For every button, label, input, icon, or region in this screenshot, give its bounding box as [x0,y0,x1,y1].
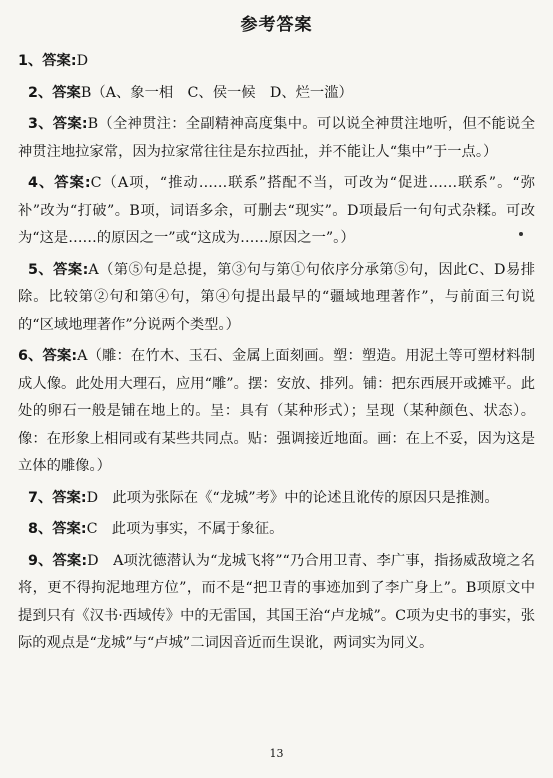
answer-text: A（第⑤句是总提，第③句与第①句依序分承第⑤句，因此C、D易排除。比较第②句和第④句，第④句提出最早的“疆域地理著作”，与前面三句说的“区域地理著作”分说两个类型。） [18,261,535,333]
answer-label: 答案 [52,84,81,101]
answer-list [18,48,535,658]
answer-label: 答案: [52,552,88,569]
answer-number: 6、 [18,348,43,364]
answer-item [18,548,535,658]
answer-text: D A项沈德潜认为“龙城飞将”“乃合用卫青、李广事，指扬威敌境之名将，更不得拘泥地理方位”，而不是“把卫青的事迹加到了李广身上”。B项原文中提到只有《汉书·西域传》中的无雷国，其国王治“卢龙城”。C项为史书的事实，张际的观点是“龙城”与“卢城”二词因音近而生误讹，两词实为同义。 [18,552,536,651]
answer-text: C（A项，“推动……联系”搭配不当，可改为“促进……联系”。“弥补”改为“打破”。B项，词语多余，可删去“现实”。D项最后一句句式杂糅。可改为“这是……的原因之一”或“这成为……原因之一”。） [18,175,536,246]
answer-label: 答案: [52,521,87,537]
answer-item [18,516,535,544]
answer-text: B（A、象一相 C、侯一候 D、烂一滥） [80,84,353,101]
answer-label: 答案: [53,261,89,278]
answer-label: 答案: [52,489,87,506]
answer-number: 9、 [28,552,53,569]
answer-text: B（全神贯注：全副精神高度集中。可以说全神贯注地听，但不能说全神贯注地拉家常，因为拉家常往往是东拉西扯，并不能让人“集中”于一点。） [18,116,535,160]
page-title: 参考答案 [240,15,313,35]
answer-label: 答案: [42,348,78,364]
answer-text: D [76,53,89,69]
answer-item [18,485,535,513]
answer-text: A（雕：在竹木、玉石、金属上面刻画。塑：塑造。用泥土等可塑材料制成人像。此处用大理石，应用“雕”。摆：安放、排列。铺：把东西展开或摊平。此处的卵石一般是铺在地上的。呈：具有（某种形式）；呈现（某种颜色、状态）。像：在形象上相同或有某些共同点。贴：强调接近地面。画：在上不妥，因为这是立体的雕像。） [18,348,535,474]
answer-number: 2、 [28,84,53,101]
answer-item [18,111,535,166]
answer-label: 答案: [42,53,77,69]
answer-text: C 此项为事实，不属于象征。 [86,521,284,537]
answer-item [18,170,535,253]
answer-item [18,257,535,340]
answer-number: 1、 [18,53,43,69]
answer-number: 8、 [28,521,53,537]
answer-number: 7、 [28,489,53,506]
page-number: 13 [269,747,284,760]
answer-number: 4、 [28,175,55,191]
answer-label: 答案: [54,175,91,191]
answer-item [18,48,535,76]
scan-speck [519,232,523,236]
answer-label: 答案: [52,116,88,132]
answer-number: 5、 [28,261,54,278]
answer-item [18,343,535,481]
answer-text: D 此项为张际在《“龙城”考》中的论述且讹传的原因只是推测。 [86,489,499,506]
answer-item [18,80,535,108]
answer-number: 3、 [28,116,53,132]
